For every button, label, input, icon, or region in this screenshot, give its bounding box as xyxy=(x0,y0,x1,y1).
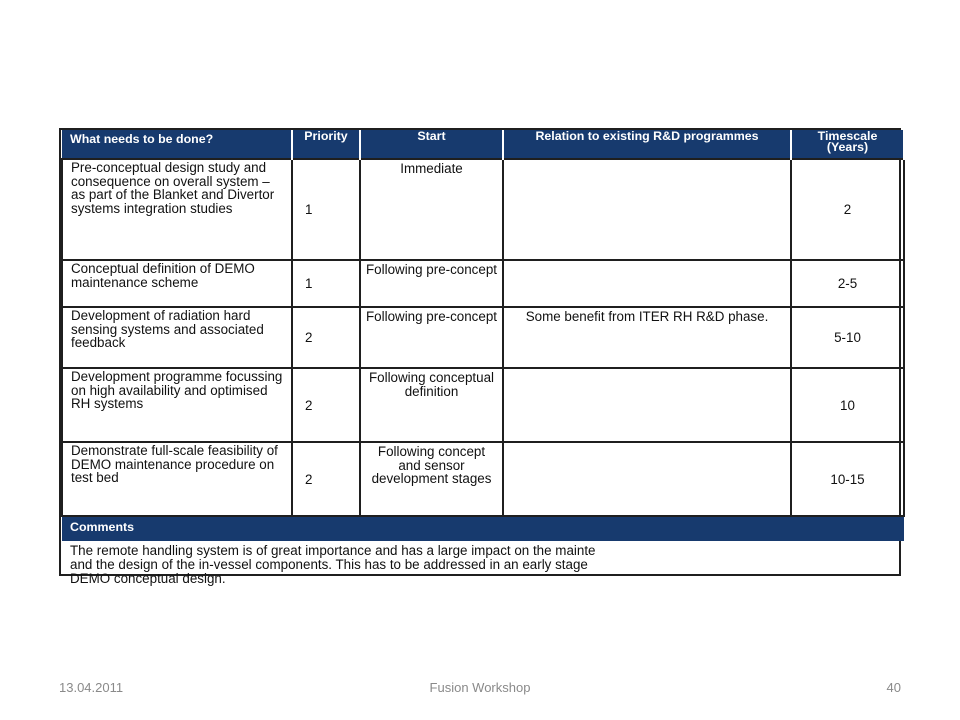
table-row xyxy=(62,260,904,307)
cell-start: Immediate xyxy=(360,159,503,260)
comments-label: Comments xyxy=(62,516,904,541)
cell-priority: 2 xyxy=(292,368,360,442)
cell-start: Following concept and sensor development stages xyxy=(360,442,503,516)
cell-priority: 1 xyxy=(292,159,360,260)
cell-relation xyxy=(503,442,791,516)
comments-header-row xyxy=(62,516,904,541)
roadmap-table xyxy=(59,128,901,586)
cell-start: Following pre-concept xyxy=(360,260,503,307)
cell-what: Pre-conceptual design study and consequence on overall system – as part of the Blanket and Divertor systems integration studies xyxy=(62,159,292,260)
cell-what: Conceptual definition of DEMO maintenance scheme xyxy=(62,260,292,307)
cell-timescale: 10-15 xyxy=(791,442,904,516)
cell-timescale: 2-5 xyxy=(791,260,904,307)
cell-start: Following conceptual definition xyxy=(360,368,503,442)
cell-what: Development programme focussing on high availability and optimised RH systems xyxy=(62,368,292,442)
comments-line: DEMO conceptual design. xyxy=(70,571,226,586)
comments-body-row xyxy=(62,541,904,590)
roadmap-grid xyxy=(61,130,905,590)
cell-relation xyxy=(503,159,791,260)
footer-page-number: 40 xyxy=(886,680,901,695)
cell-timescale: 2 xyxy=(791,159,904,260)
cell-timescale: 5-10 xyxy=(791,307,904,368)
table-row xyxy=(62,368,904,442)
cell-start: Following pre-concept xyxy=(360,307,503,368)
comments-line: and the design of the in-vessel components. This has to be addressed in an early stage xyxy=(70,557,588,572)
table-row xyxy=(62,307,904,368)
footer-date: 13.04.2011 xyxy=(59,680,124,695)
header-priority: Priority xyxy=(292,130,360,159)
header-relation: Relation to existing R&D programmes xyxy=(503,130,791,159)
cell-what: Development of radiation hard sensing systems and associated feedback xyxy=(62,307,292,368)
comments-text xyxy=(62,541,904,590)
header-timescale: Timescale (Years) xyxy=(791,130,904,159)
header-row xyxy=(62,130,904,159)
cell-relation xyxy=(503,368,791,442)
header-start: Start xyxy=(360,130,503,159)
comments-line: The remote handling system is of great importance and has a large impact on the mainte xyxy=(70,543,596,558)
cell-what: Demonstrate full-scale feasibility of DEMO maintenance procedure on test bed xyxy=(62,442,292,516)
cell-priority: 1 xyxy=(292,260,360,307)
table-row xyxy=(62,159,904,260)
cell-relation: Some benefit from ITER RH R&D phase. xyxy=(503,307,791,368)
header-what: What needs to be done? xyxy=(62,130,292,159)
cell-priority: 2 xyxy=(292,442,360,516)
footer-title: Fusion Workshop xyxy=(429,680,531,695)
cell-relation xyxy=(503,260,791,307)
cell-priority: 2 xyxy=(292,307,360,368)
table-row xyxy=(62,442,904,516)
cell-timescale: 10 xyxy=(791,368,904,442)
